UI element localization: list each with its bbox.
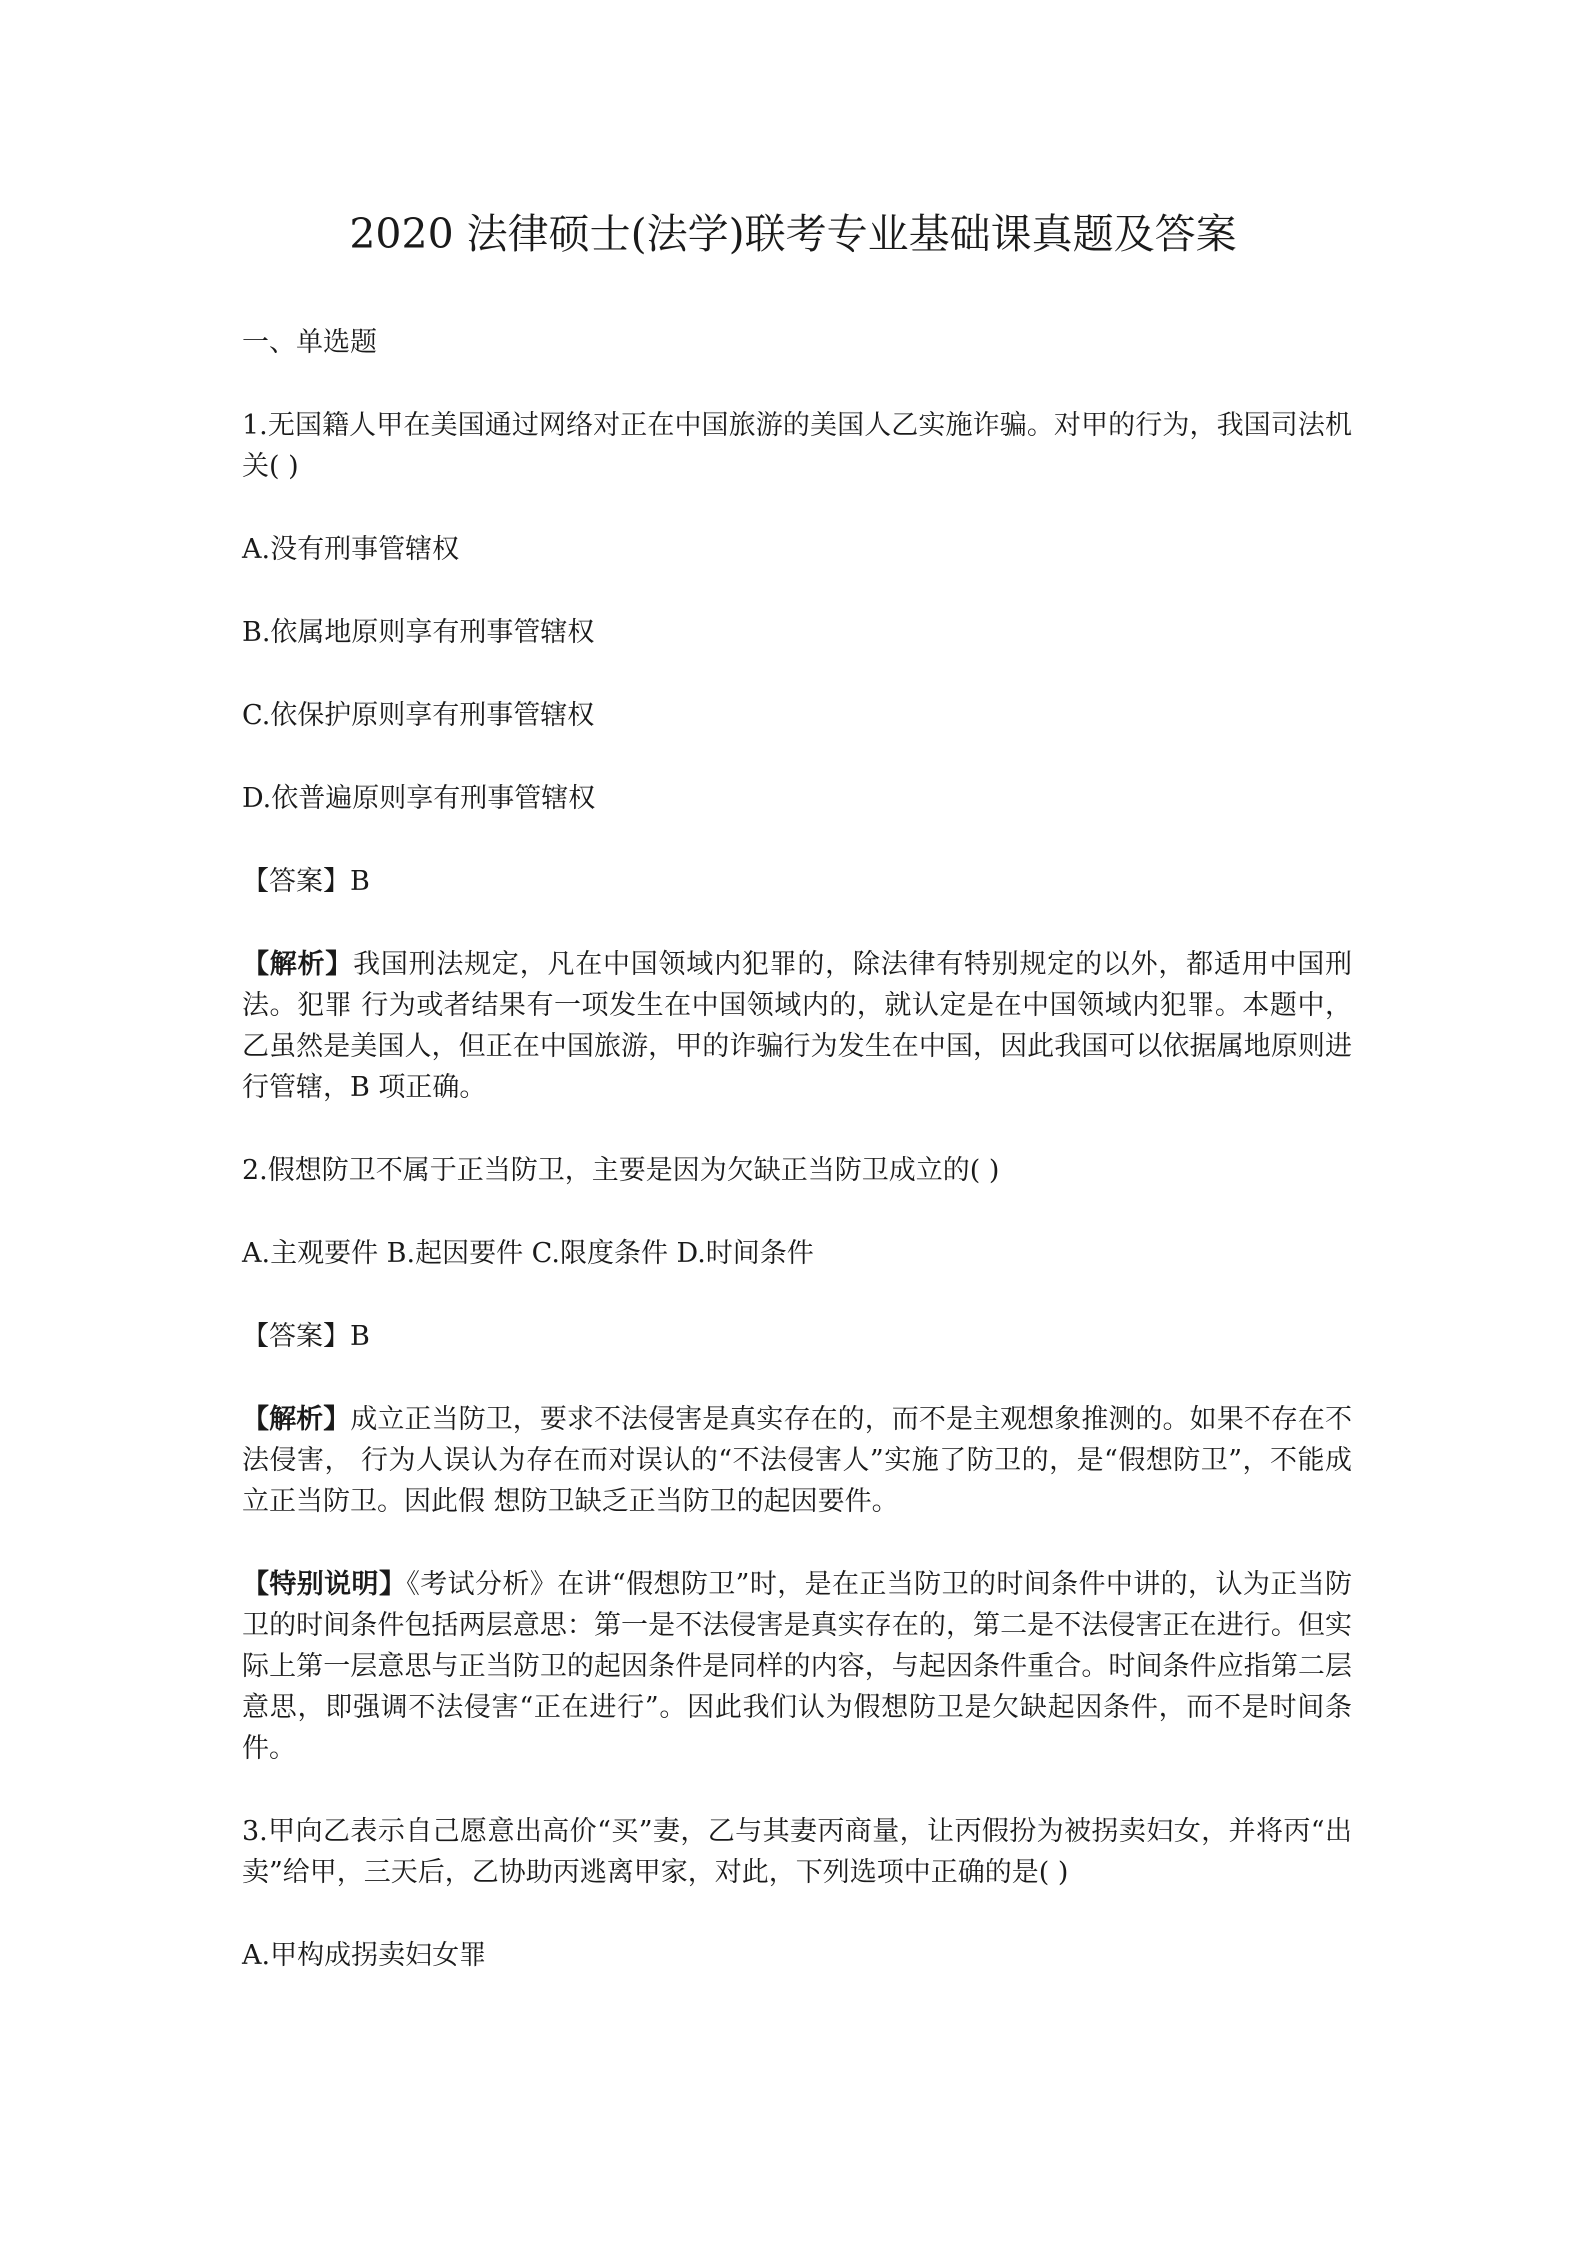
question-2-answer xyxy=(242,1316,1352,1357)
question-1-option-d: D.依普遍原则享有刑事管辖权 xyxy=(242,783,596,814)
question-1-stem: 1.无国籍人甲在美国通过网络对正在中国旅游的美国人乙实施诈骗。对甲的行为，我国司法机关( ) xyxy=(242,410,1352,482)
analysis-label: 【解析】 xyxy=(242,1404,351,1435)
analysis-label: 【解析】 xyxy=(242,949,354,980)
document-body xyxy=(242,322,1352,1976)
question-1-analysis xyxy=(242,944,1352,1108)
question-3-stem: 3.甲向乙表示自己愿意出高价“买”妻，乙与其妻丙商量，让丙假扮为被拐卖妇女，并将丙“出卖”给甲，三天后，乙协助丙逃离甲家，对此，下列选项中正确的是( ) xyxy=(242,1816,1352,1888)
answer-value: B xyxy=(350,866,370,897)
question-1-option-b: B.依属地原则享有刑事管辖权 xyxy=(242,617,595,648)
note-text: 《考试分析》在讲“假想防卫”时，是在正当防卫的时间条件中讲的，认为正当防卫的时间条件包括两层意思：第一是不法侵害是真实存在的，第二是不法侵害正在进行。但实际上第一层意思与正当防卫的起因条件是同样的内容，与起因条件重合。时间条件应指第二层意思，即强调不法侵害“正在进行”。因此我们认为假想防卫是欠缺起因条件，而不是时间条件。 xyxy=(242,1569,1352,1764)
section-heading: 一、单选题 xyxy=(242,327,377,358)
note-label: 【特别说明】 xyxy=(242,1569,407,1600)
answer-value: B xyxy=(350,1321,370,1352)
question-1-answer xyxy=(242,861,1352,902)
document-title: 2020 法律硕士(法学)联考专业基础课真题及答案 xyxy=(349,210,1237,258)
question-2-options: A.主观要件 B.起因要件 C.限度条件 D.时间条件 xyxy=(242,1238,814,1269)
analysis-text: 我国刑法规定，凡在中国领域内犯罪的，除法律有特别规定的以外，都适用中国刑法。犯罪 行为或者结果有一项发生在中国领域内的，就认定是在中国领域内犯罪。本题中，乙虽然是美国人，但正在中国旅游，甲的诈骗行为发生在中国，因此我国可以依据属地原则进行管辖，B 项正确。 xyxy=(242,949,1352,1103)
question-2-stem: 2.假想防卫不属于正当防卫，主要是因为欠缺正当防卫成立的( ) xyxy=(242,1155,1000,1186)
answer-label: 【答案】 xyxy=(242,866,350,897)
question-1-option-c: C.依保护原则享有刑事管辖权 xyxy=(242,700,595,731)
analysis-text: 成立正当防卫，要求不法侵害是真实存在的，而不是主观想象推测的。如果不存在不法侵害， 行为人误认为存在而对误认的“不法侵害人”实施了防卫的，是“假想防卫”，不能成立正当防卫。因此假 想防卫缺乏正当防卫的起因要件。 xyxy=(242,1404,1353,1517)
question-3-option-a: A.甲构成拐卖妇女罪 xyxy=(242,1940,487,1971)
question-2-analysis xyxy=(242,1399,1352,1522)
question-2-note xyxy=(242,1564,1352,1769)
question-1-option-a: A.没有刑事管辖权 xyxy=(242,534,460,565)
answer-label: 【答案】 xyxy=(242,1321,350,1352)
